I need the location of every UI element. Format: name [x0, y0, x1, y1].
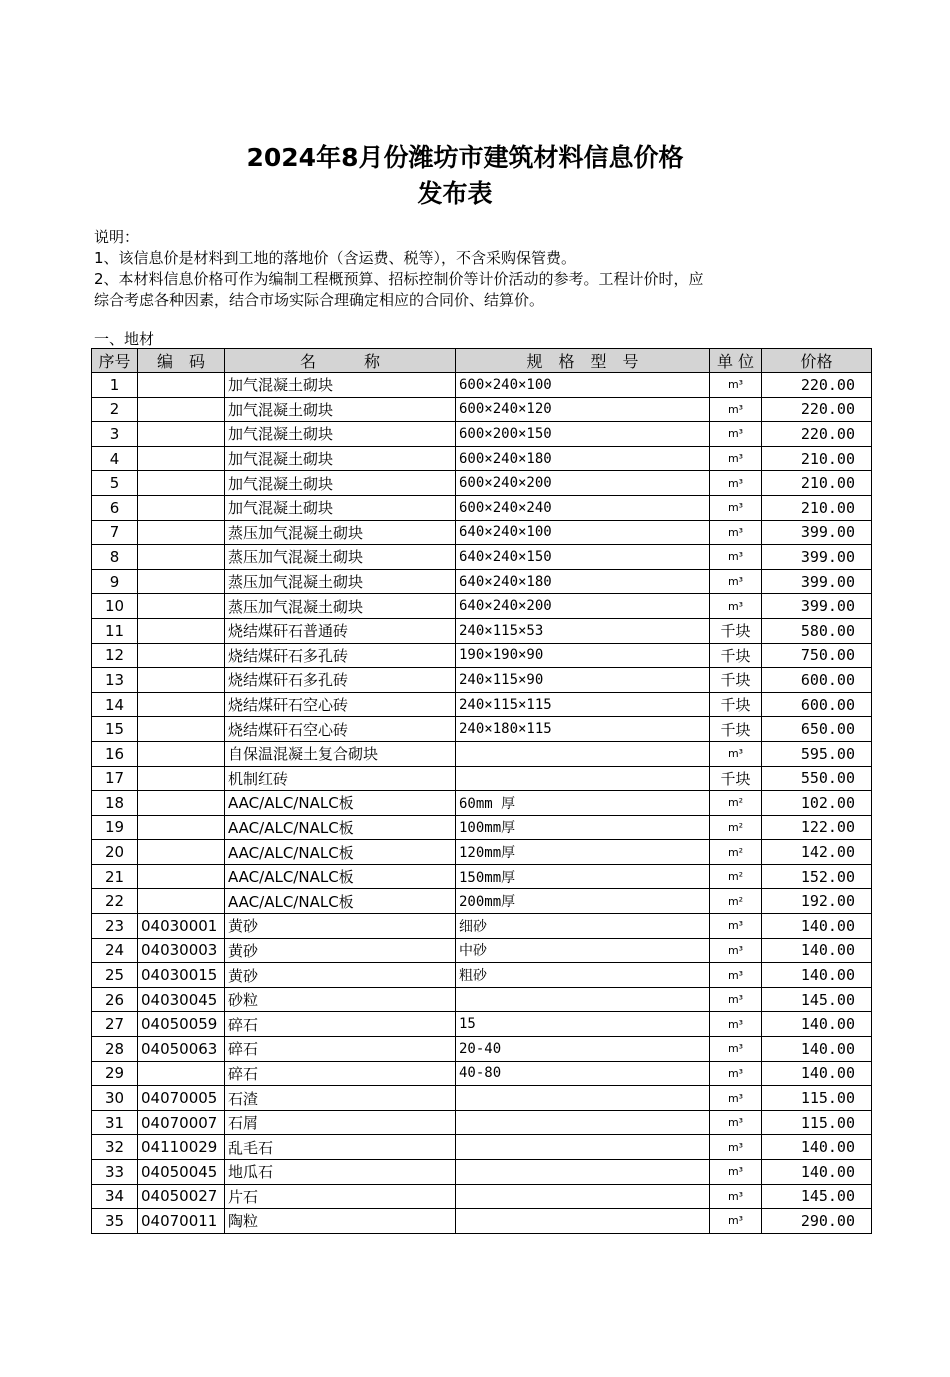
table-row: [92, 422, 872, 447]
cell-unit: m²: [710, 791, 762, 816]
cell-unit: 千块: [710, 766, 762, 791]
cell-spec: [456, 1209, 710, 1234]
cell-code: [138, 717, 225, 742]
cell-spec: 190×190×90: [456, 643, 710, 668]
cell-name: 加气混凝土砌块: [225, 373, 456, 398]
cell-name: 机制红砖: [225, 766, 456, 791]
table-header-row: [92, 349, 872, 373]
table-row: [92, 569, 872, 594]
section-heading: 一、地材: [94, 330, 155, 348]
cell-price: 399.00: [762, 569, 872, 594]
cell-price: 140.00: [762, 914, 872, 939]
cell-spec: [456, 1160, 710, 1185]
cell-unit: m³: [710, 569, 762, 594]
cell-no: 11: [92, 618, 138, 643]
cell-no: 9: [92, 569, 138, 594]
cell-name: AAC/ALC/NALC板: [225, 815, 456, 840]
cell-name: 烧结煤矸石普通砖: [225, 618, 456, 643]
cell-name: 自保温混凝土复合砌块: [225, 741, 456, 766]
table-row: [92, 373, 872, 398]
cell-no: 32: [92, 1135, 138, 1160]
table-row: [92, 791, 872, 816]
cell-spec: [456, 766, 710, 791]
cell-code: 04030003: [138, 938, 225, 963]
cell-spec: [456, 741, 710, 766]
cell-price: 290.00: [762, 1209, 872, 1234]
table-row: [92, 717, 872, 742]
cell-no: 19: [92, 815, 138, 840]
cell-code: [138, 741, 225, 766]
cell-spec: 中砂: [456, 938, 710, 963]
cell-name: 蒸压加气混凝土砌块: [225, 594, 456, 619]
cell-price: 650.00: [762, 717, 872, 742]
cell-unit: m³: [710, 1160, 762, 1185]
cell-name: 加气混凝土砌块: [225, 397, 456, 422]
cell-no: 7: [92, 520, 138, 545]
header-spec: 规 格 型 号: [456, 349, 710, 373]
cell-code: [138, 569, 225, 594]
table-row: [92, 397, 872, 422]
cell-price: 115.00: [762, 1110, 872, 1135]
cell-name: 乱毛石: [225, 1135, 456, 1160]
cell-name: 砂粒: [225, 987, 456, 1012]
cell-code: 04050045: [138, 1160, 225, 1185]
cell-price: 210.00: [762, 495, 872, 520]
cell-price: 145.00: [762, 987, 872, 1012]
cell-name: 片石: [225, 1184, 456, 1209]
cell-price: 399.00: [762, 545, 872, 570]
cell-spec: 240×115×53: [456, 618, 710, 643]
cell-price: 140.00: [762, 1160, 872, 1185]
cell-unit: m³: [710, 1110, 762, 1135]
cell-code: [138, 692, 225, 717]
note-item-1: 1、该信息价是材料到工地的落地价（含运费、税等），不含采购保管费。: [94, 249, 577, 267]
cell-code: [138, 545, 225, 570]
cell-price: 550.00: [762, 766, 872, 791]
cell-no: 3: [92, 422, 138, 447]
cell-code: [138, 1061, 225, 1086]
cell-name: 加气混凝土砌块: [225, 422, 456, 447]
cell-spec: 640×240×100: [456, 520, 710, 545]
cell-price: 210.00: [762, 471, 872, 496]
cell-code: [138, 446, 225, 471]
cell-spec: 细砂: [456, 914, 710, 939]
table-row: [92, 1135, 872, 1160]
cell-name: 烧结煤矸石空心砖: [225, 692, 456, 717]
cell-no: 35: [92, 1209, 138, 1234]
cell-spec: 240×115×90: [456, 668, 710, 693]
cell-code: [138, 422, 225, 447]
cell-code: [138, 889, 225, 914]
note-item-2-line-1: 2、本材料信息价格可作为编制工程概预算、招标控制价等计价活动的参考。工程计价时，应: [94, 270, 704, 288]
cell-no: 14: [92, 692, 138, 717]
cell-price: 399.00: [762, 520, 872, 545]
table-row: [92, 594, 872, 619]
cell-name: 加气混凝土砌块: [225, 446, 456, 471]
cell-code: [138, 643, 225, 668]
cell-name: 加气混凝土砌块: [225, 495, 456, 520]
cell-no: 33: [92, 1160, 138, 1185]
note-item-2-line-2: 综合考虑各种因素，结合市场实际合理确定相应的合同价、结算价。: [94, 291, 545, 309]
cell-no: 22: [92, 889, 138, 914]
header-name: 名 称: [225, 349, 456, 373]
cell-price: 115.00: [762, 1086, 872, 1111]
cell-code: 04050059: [138, 1012, 225, 1037]
table-row: [92, 914, 872, 939]
table-row: [92, 1012, 872, 1037]
cell-unit: m³: [710, 1135, 762, 1160]
cell-code: 04110029: [138, 1135, 225, 1160]
cell-code: 04030045: [138, 987, 225, 1012]
cell-price: 220.00: [762, 422, 872, 447]
cell-unit: m³: [710, 938, 762, 963]
cell-name: AAC/ALC/NALC板: [225, 864, 456, 889]
table-row: [92, 741, 872, 766]
cell-spec: 20-40: [456, 1037, 710, 1062]
cell-name: 黄砂: [225, 914, 456, 939]
cell-unit: m³: [710, 1012, 762, 1037]
cell-spec: 640×240×200: [456, 594, 710, 619]
table-row: [92, 1086, 872, 1111]
cell-no: 12: [92, 643, 138, 668]
cell-code: [138, 864, 225, 889]
cell-code: 04070011: [138, 1209, 225, 1234]
cell-unit: m³: [710, 422, 762, 447]
cell-no: 13: [92, 668, 138, 693]
cell-unit: m³: [710, 397, 762, 422]
cell-no: 31: [92, 1110, 138, 1135]
cell-price: 145.00: [762, 1184, 872, 1209]
page-title: 2024年8月份潍坊市建筑材料信息价格: [246, 143, 684, 172]
cell-unit: m³: [710, 1086, 762, 1111]
cell-spec: 100mm厚: [456, 815, 710, 840]
cell-code: [138, 668, 225, 693]
cell-spec: 240×180×115: [456, 717, 710, 742]
table-row: [92, 987, 872, 1012]
cell-spec: [456, 1184, 710, 1209]
cell-no: 24: [92, 938, 138, 963]
cell-spec: 600×240×240: [456, 495, 710, 520]
cell-name: AAC/ALC/NALC板: [225, 840, 456, 865]
cell-spec: 600×240×180: [456, 446, 710, 471]
cell-spec: [456, 1086, 710, 1111]
cell-no: 15: [92, 717, 138, 742]
cell-no: 29: [92, 1061, 138, 1086]
cell-unit: m³: [710, 520, 762, 545]
cell-price: 192.00: [762, 889, 872, 914]
header-code: 编 码: [138, 349, 225, 373]
table-row: [92, 815, 872, 840]
cell-price: 210.00: [762, 446, 872, 471]
cell-code: 04050027: [138, 1184, 225, 1209]
cell-unit: 千块: [710, 692, 762, 717]
cell-name: 石屑: [225, 1110, 456, 1135]
table-row: [92, 446, 872, 471]
cell-unit: 千块: [710, 618, 762, 643]
cell-no: 5: [92, 471, 138, 496]
table-row: [92, 766, 872, 791]
cell-code: [138, 815, 225, 840]
cell-no: 21: [92, 864, 138, 889]
cell-code: [138, 373, 225, 398]
cell-price: 140.00: [762, 1012, 872, 1037]
table-row: [92, 520, 872, 545]
cell-no: 30: [92, 1086, 138, 1111]
cell-no: 10: [92, 594, 138, 619]
cell-price: 399.00: [762, 594, 872, 619]
cell-code: [138, 618, 225, 643]
header-no: 序号: [92, 349, 138, 373]
page-subtitle: 发布表: [417, 179, 493, 208]
table-row: [92, 692, 872, 717]
cell-code: 04030001: [138, 914, 225, 939]
cell-no: 26: [92, 987, 138, 1012]
cell-code: [138, 520, 225, 545]
cell-no: 25: [92, 963, 138, 988]
cell-no: 2: [92, 397, 138, 422]
cell-code: [138, 471, 225, 496]
cell-unit: m³: [710, 373, 762, 398]
cell-unit: m³: [710, 987, 762, 1012]
table-row: [92, 1184, 872, 1209]
table-row: [92, 545, 872, 570]
cell-spec: 640×240×150: [456, 545, 710, 570]
cell-unit: m²: [710, 864, 762, 889]
cell-spec: 粗砂: [456, 963, 710, 988]
table-row: [92, 618, 872, 643]
cell-code: 04070005: [138, 1086, 225, 1111]
table-row: [92, 471, 872, 496]
cell-name: 石渣: [225, 1086, 456, 1111]
table-row: [92, 864, 872, 889]
cell-unit: m³: [710, 495, 762, 520]
table-body: [92, 373, 872, 1234]
cell-no: 6: [92, 495, 138, 520]
cell-name: AAC/ALC/NALC板: [225, 791, 456, 816]
cell-no: 18: [92, 791, 138, 816]
cell-name: 地瓜石: [225, 1160, 456, 1185]
table-row: [92, 1160, 872, 1185]
cell-name: 蒸压加气混凝土砌块: [225, 520, 456, 545]
cell-price: 220.00: [762, 397, 872, 422]
cell-spec: 600×200×150: [456, 422, 710, 447]
cell-name: 烧结煤矸石空心砖: [225, 717, 456, 742]
cell-name: 碎石: [225, 1037, 456, 1062]
cell-unit: m³: [710, 1037, 762, 1062]
table-row: [92, 1061, 872, 1086]
cell-name: 黄砂: [225, 963, 456, 988]
cell-name: 陶粒: [225, 1209, 456, 1234]
cell-price: 140.00: [762, 1135, 872, 1160]
cell-name: 烧结煤矸石多孔砖: [225, 668, 456, 693]
cell-no: 28: [92, 1037, 138, 1062]
cell-spec: 60mm 厚: [456, 791, 710, 816]
cell-unit: m³: [710, 594, 762, 619]
cell-spec: 200mm厚: [456, 889, 710, 914]
cell-no: 23: [92, 914, 138, 939]
cell-unit: 千块: [710, 668, 762, 693]
cell-spec: 40-80: [456, 1061, 710, 1086]
cell-unit: m³: [710, 545, 762, 570]
cell-price: 580.00: [762, 618, 872, 643]
cell-unit: m³: [710, 741, 762, 766]
cell-no: 34: [92, 1184, 138, 1209]
cell-price: 140.00: [762, 963, 872, 988]
cell-no: 20: [92, 840, 138, 865]
cell-spec: 600×240×120: [456, 397, 710, 422]
cell-price: 140.00: [762, 1037, 872, 1062]
cell-code: [138, 397, 225, 422]
cell-spec: 600×240×200: [456, 471, 710, 496]
cell-price: 152.00: [762, 864, 872, 889]
cell-no: 27: [92, 1012, 138, 1037]
table-row: [92, 1037, 872, 1062]
cell-spec: 15: [456, 1012, 710, 1037]
cell-spec: 150mm厚: [456, 864, 710, 889]
cell-price: 595.00: [762, 741, 872, 766]
cell-unit: m³: [710, 1184, 762, 1209]
cell-code: [138, 495, 225, 520]
cell-code: [138, 594, 225, 619]
cell-name: 碎石: [225, 1012, 456, 1037]
header-price: 价格: [762, 349, 872, 373]
table-row: [92, 1209, 872, 1234]
cell-price: 600.00: [762, 668, 872, 693]
table-row: [92, 938, 872, 963]
cell-unit: m³: [710, 1209, 762, 1234]
cell-code: 04070007: [138, 1110, 225, 1135]
table-row: [92, 643, 872, 668]
cell-name: 黄砂: [225, 938, 456, 963]
cell-name: 蒸压加气混凝土砌块: [225, 569, 456, 594]
notes-heading: 说明：: [94, 228, 140, 246]
cell-no: 8: [92, 545, 138, 570]
table-row: [92, 495, 872, 520]
cell-no: 17: [92, 766, 138, 791]
cell-code: 04030015: [138, 963, 225, 988]
cell-price: 142.00: [762, 840, 872, 865]
cell-price: 140.00: [762, 938, 872, 963]
table-row: [92, 889, 872, 914]
cell-no: 1: [92, 373, 138, 398]
cell-unit: m³: [710, 471, 762, 496]
cell-spec: [456, 1110, 710, 1135]
cell-price: 102.00: [762, 791, 872, 816]
cell-code: 04050063: [138, 1037, 225, 1062]
cell-spec: 240×115×115: [456, 692, 710, 717]
cell-name: 烧结煤矸石多孔砖: [225, 643, 456, 668]
table-row: [92, 1110, 872, 1135]
cell-spec: [456, 1135, 710, 1160]
cell-price: 122.00: [762, 815, 872, 840]
price-table: [91, 348, 872, 1234]
cell-unit: m³: [710, 446, 762, 471]
cell-unit: m²: [710, 840, 762, 865]
cell-unit: m²: [710, 889, 762, 914]
cell-code: [138, 840, 225, 865]
cell-name: 碎石: [225, 1061, 456, 1086]
cell-code: [138, 766, 225, 791]
cell-price: 220.00: [762, 373, 872, 398]
cell-price: 750.00: [762, 643, 872, 668]
cell-name: AAC/ALC/NALC板: [225, 889, 456, 914]
cell-spec: 120mm厚: [456, 840, 710, 865]
cell-unit: m²: [710, 815, 762, 840]
cell-name: 加气混凝土砌块: [225, 471, 456, 496]
header-unit: 单 位: [710, 349, 762, 373]
cell-name: 蒸压加气混凝土砌块: [225, 545, 456, 570]
cell-unit: 千块: [710, 717, 762, 742]
table-row: [92, 840, 872, 865]
notes-block: [94, 227, 854, 311]
cell-spec: 600×240×100: [456, 373, 710, 398]
cell-unit: 千块: [710, 643, 762, 668]
table-row: [92, 963, 872, 988]
cell-spec: [456, 987, 710, 1012]
cell-unit: m³: [710, 914, 762, 939]
cell-price: 600.00: [762, 692, 872, 717]
cell-code: [138, 791, 225, 816]
cell-no: 16: [92, 741, 138, 766]
cell-no: 4: [92, 446, 138, 471]
cell-unit: m³: [710, 1061, 762, 1086]
cell-price: 140.00: [762, 1061, 872, 1086]
cell-spec: 640×240×180: [456, 569, 710, 594]
table-row: [92, 668, 872, 693]
cell-unit: m³: [710, 963, 762, 988]
